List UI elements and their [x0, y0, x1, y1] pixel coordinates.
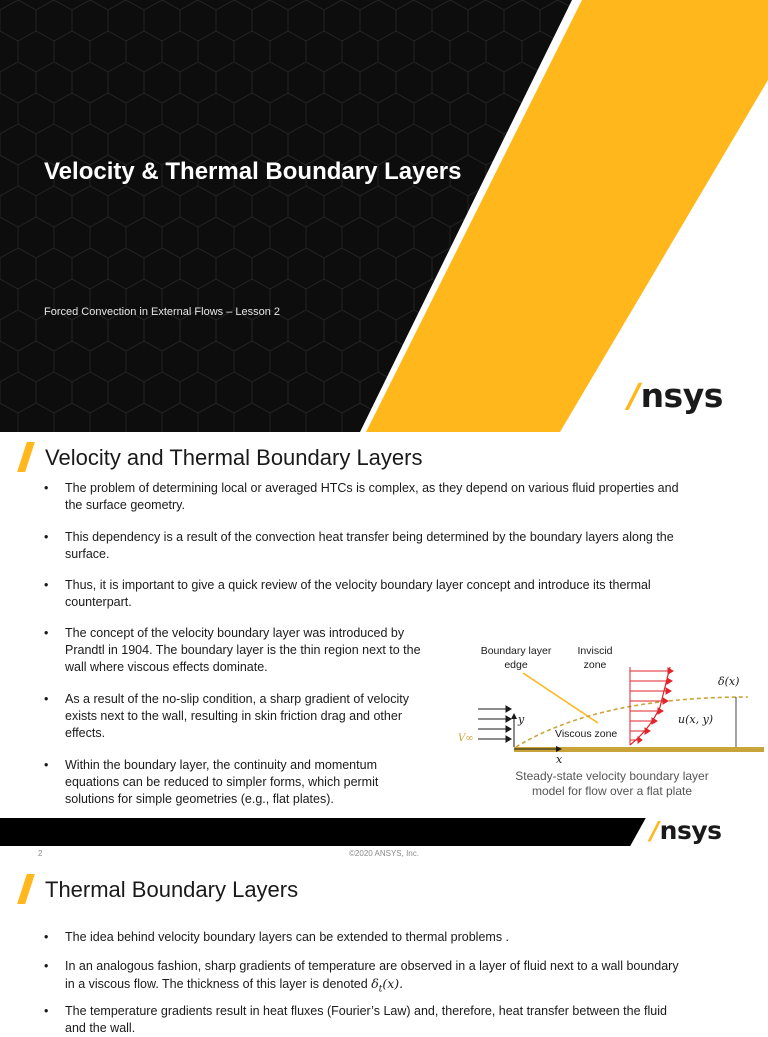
logo-slash-icon: /: [650, 816, 659, 845]
bullet-item: • The problem of determining local or averaged HTCs is complex, as they depend on various fluid properties and the surface geometry.: [44, 481, 679, 512]
bullet-item: • As a result of the no-slip condition, a sharp gradient of velocity exists next to the wall, resulting in skin friction drag and other effects.: [44, 692, 409, 740]
label-delta: δ(x): [718, 675, 740, 688]
bullet-item: • The idea behind velocity boundary layers can be extended to thermal problems .: [44, 930, 510, 944]
bullet-item: • The temperature gradients result in heat fluxes (Fourier’s Law) and, therefore, heat transfer between the fluid and the wall.: [44, 1004, 667, 1035]
ansys-logo: [650, 816, 722, 845]
label-inviscid: zone: [583, 659, 607, 671]
copyright: ©2020 ANSYS, Inc.: [349, 849, 419, 858]
title-slide: [0, 0, 768, 432]
label-y: y: [518, 713, 525, 726]
slide-subtitle: Forced Convection in External Flows – Lesson 2: [44, 306, 281, 318]
diagram-caption: model for flow over a flat plate: [531, 784, 693, 798]
bullet-item: • This dependency is a result of the convection heat transfer being determined by the boundary layers along the surface.: [44, 530, 674, 561]
title-background: [0, 0, 768, 432]
logo-wordmark: nsys: [640, 376, 723, 415]
diagram-caption: Steady-state velocity boundary layer: [515, 769, 709, 783]
page-number: 2: [38, 849, 43, 858]
bullet-item: • The concept of the velocity boundary layer was introduced by Prandtl in 1904. The boundary layer is the thin region next to the wall where viscous effects dominate.: [44, 626, 421, 674]
bullet-item: • Thus, it is important to give a quick review of the velocity boundary layer concept and introduce its thermal counterpart.: [44, 578, 651, 609]
logo-slash-icon: /: [628, 376, 640, 415]
logo-wordmark: nsys: [659, 816, 722, 845]
bullet-item: • In an analogous fashion, sharp gradients of temperature are observed in a layer of fluid next to a wall boundary in a viscous flow. The thickness of this layer is denoted $\delta_t(x)$.: [44, 959, 679, 995]
accent-slash-icon: [17, 874, 35, 904]
label-x: x: [556, 753, 563, 766]
slide-title: Velocity & Thermal Boundary Layers: [44, 158, 462, 185]
content-slide-velocity: [0, 432, 768, 862]
ansys-logo: [628, 376, 723, 415]
label-viscous-zone: Viscous zone: [555, 728, 618, 740]
boundary-layer-diagram: [448, 637, 768, 817]
label-inviscid: Inviscid: [577, 645, 613, 657]
bullet-item: • Within the boundary layer, the continuity and momentum equations can be reduced to simpler forms, which permit solutions for simple geometries (e.g., flat plates).: [44, 758, 379, 806]
label-u: u(x, y): [678, 713, 714, 726]
label-bl-edge: edge: [504, 659, 528, 671]
accent-slash-icon: [17, 442, 35, 472]
pointer-line: [523, 673, 598, 723]
content-slide-thermal: [0, 862, 768, 1035]
label-vinf: V∞: [458, 733, 474, 744]
slide-heading: Thermal Boundary Layers: [45, 877, 299, 902]
slide-heading: Velocity and Thermal Boundary Layers: [45, 445, 423, 470]
free-stream-arrows: [478, 706, 511, 742]
label-bl-edge: Boundary layer: [480, 645, 552, 657]
